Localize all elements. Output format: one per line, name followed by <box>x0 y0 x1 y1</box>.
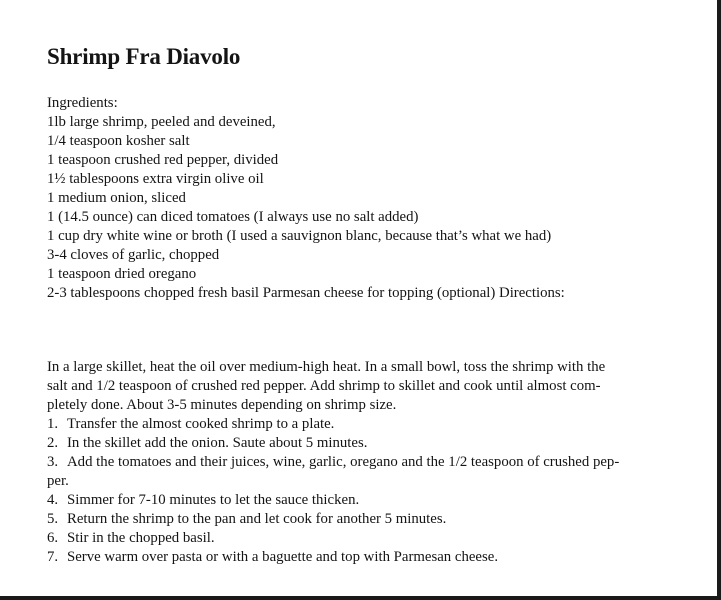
intro-line: In a large skillet, heat the oil over medium-high heat. In a small bowl, toss the shrimp with the <box>47 359 606 375</box>
step-text: Serve warm over pasta or with a baguette and top with Parmesan cheese. <box>67 549 499 565</box>
step-text: Transfer the almost cooked shrimp to a plate. <box>67 416 335 432</box>
intro-line: salt and 1/2 teaspoon of crushed red pepper. Add shrimp to skillet and cook until almost com- <box>47 378 601 394</box>
intro-line: pletely done. About 3-5 minutes depending on shrimp size. <box>47 397 397 413</box>
ingredient-item: 1 (14.5 ounce) can diced tomatoes (I always use no salt added) <box>47 209 419 225</box>
direction-step <box>47 529 687 548</box>
direction-step <box>47 434 687 453</box>
scan-edge-bottom <box>0 596 721 600</box>
step-number: 5. <box>47 511 59 527</box>
step-continuation: per. <box>47 473 69 489</box>
direction-step <box>47 548 687 567</box>
ingredient-item: 2-3 tablespoons chopped fresh basil Parmesan cheese for topping (optional) Directions: <box>47 285 565 301</box>
step-number: 3. <box>47 454 59 470</box>
ingredient-item: 1 medium onion, sliced <box>47 190 186 206</box>
ingredients-heading: Ingredients: <box>47 95 118 111</box>
scan-edge-right <box>717 0 721 600</box>
direction-step <box>47 510 687 529</box>
ingredient-item: 1 teaspoon crushed red pepper, divided <box>47 152 279 168</box>
ingredient-item: 3-4 cloves of garlic, chopped <box>47 247 220 263</box>
step-number: 6. <box>47 530 59 546</box>
step-text: Return the shrimp to the pan and let cook for another 5 minutes. <box>67 511 447 527</box>
directions-section <box>47 358 687 567</box>
ingredients-section <box>47 94 687 303</box>
step-text: Stir in the chopped basil. <box>67 530 215 546</box>
ingredient-item: 1 cup dry white wine or broth (I used a sauvignon blanc, because that’s what we had) <box>47 228 552 244</box>
directions-intro <box>47 358 687 415</box>
step-text: Simmer for 7-10 minutes to let the sauce thicken. <box>67 492 360 508</box>
step-text: In the skillet add the onion. Saute about 5 minutes. <box>67 435 368 451</box>
ingredient-item: 1½ tablespoons extra virgin olive oil <box>47 171 264 187</box>
ingredient-item: 1 teaspoon dried oregano <box>47 266 197 282</box>
ingredient-item: 1lb large shrimp, peeled and deveined, <box>47 114 276 130</box>
recipe-title: Shrimp Fra Diavolo <box>47 44 241 69</box>
step-number: 4. <box>47 492 59 508</box>
step-number: 2. <box>47 435 59 451</box>
step-text: Add the tomatoes and their juices, wine, garlic, oregano and the 1/2 teaspoon of crushed pep- <box>67 454 620 470</box>
direction-step <box>47 415 687 434</box>
step-number: 7. <box>47 549 59 565</box>
ingredient-item: 1/4 teaspoon kosher salt <box>47 133 190 149</box>
direction-step <box>47 491 687 510</box>
step-number: 1. <box>47 416 59 432</box>
direction-step <box>47 453 687 472</box>
